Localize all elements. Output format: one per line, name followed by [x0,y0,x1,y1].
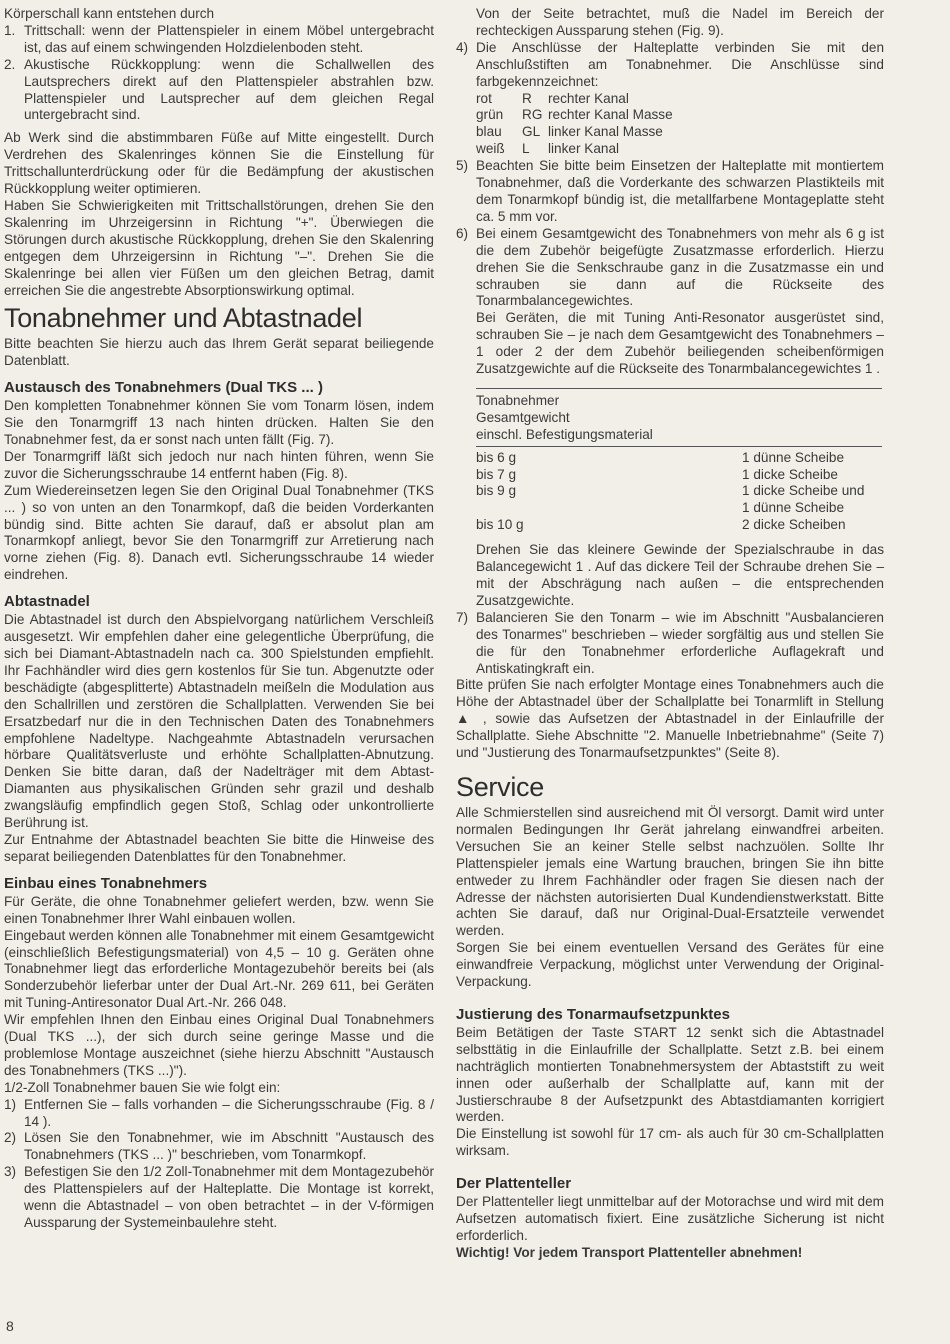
section-title: Tonabnehmer und Abtastnadel [4,303,363,334]
section-intro: Bitte beachten Sie hierzu auch das Ihrem Gerät separat beiliegende Datenblatt. [4,336,434,369]
stylus-heading: Abtastnadel [4,593,90,611]
install-p1: Für Geräte, die ohne Tonabnehmer geliefert werden, bzw. wenn Sie einen Tonabnehmer Ihrer Wahl einbauen wollen. [4,893,434,926]
cause-2: 2. Akustische Rückkopplung: wenn die Schallwellen des Lautsprechers direkt auf den Plattenspieler abstrahlen bzw. Plattenspieler und Lautsprecher auf dem gleichen Regal untergebracht sind. [4,56,434,123]
install-step-1: 1) Entfernen Sie – falls vorhanden – die Sicherungsschraube (Fig. 8 / 14 ). [4,1096,434,1129]
exchange-p1: Den kompletten Tonabnehmer können Sie vom Tonarm lösen, indem Sie den Tonarmgriff 13 nach hinten drücken. Halten Sie den Tonabnehmer fest, da er sonst nach unten fällt (Fig. 7). [4,398,434,448]
left-column [4,6,434,1232]
code-row: weiß L linker Kanal [476,141,620,157]
install-step-6: 6) Bei einem Gesamtgewicht des Tonabnehmers von mehr als 6 g ist die dem Zubehör beigefügte Zusatzmasse erforderlich. Hierzu drehen Sie die Senkschraube ganz in die Zusatzmasse ein und schrauben sie dann auf die Rückseite des Tonarmbalancegewichtes. Bei Geräten, die mit Tuning Anti-Resonator ausgerüstet sind, schrauben Sie – je nach dem Gesamtgewicht des Tonabnehmers – 1 oder 2 der dem Zubehör beiliegenden scheibenförmigen Zusatzgewichte auf die Rückseite des Tonarmbalancegewichtes 1 . [456,225,884,377]
adjust-p2: Die Einstellung ist sowohl für 17 cm- als auch für 30 cm-Schallplatten wirksam. [456,1126,884,1159]
exchange-p2: Der Tonarmgriff läßt sich jedoch nur nach hinten führen, wenn Sie zuvor die Sicherungsschraube 14 entfernt haben (Fig. 8). [4,448,434,481]
install-p4: 1/2-Zoll Tonabnehmer bauen Sie wie folgt ein: [4,1079,281,1095]
exchange-p3: Zum Wiedereinsetzen legen Sie den Original Dual Tonabnehmer (TKS ... ) so von unten an den Tonarmkopf, daß die beiden Vorderkanten bündig sind. Bitte achten Sie darauf, daß er absolut plan am Tonarmkopf anliegt, bevor Sie den Tonarmgriff zur Arretierung nach vorne ziehen (Fig. 8). Danach evtl. Sicherungsschraube 14 wieder eindrehen. [4,482,434,583]
table-row: bis 10 g 2 dicke Scheiben [476,517,846,533]
table-row: bis 7 g 1 dicke Scheibe [476,466,838,482]
cause-1: 1. Trittschall: wenn der Plattenspieler in einem Möbel untergebracht ist, das auf einem schwingenden Holzdielenboden steht. [4,22,434,55]
install-p2: Eingebaut werden können alle Tonabnehmer mit einem Gesamtgewicht (einschließlich Befestigungsmaterial) von 4,5 – 10 g. Geräten ohne Tonabnehmer liegt das erforderliche Montagezubehör bereits bei (als Sonderzubehör lieferbar unter der Dual Art.-Nr. 269 611, bei Geräten mit Tuning-Antiresonator Dual Art.-Nr. 266 048. [4,927,434,1011]
weight-table [476,388,882,534]
code-row: grün RG rechter Kanal Masse [476,107,673,123]
color-codes [476,91,884,159]
adjust-p1: Beim Betätigen der Taste START 12 senkt sich die Abtastnadel selbsttätig in die Einlaufrille der Schallplatte. Setzt z.B. bei einem nachträglich montierten Tonabnehmersystem der Abtaststift zu weit innen oder außerhalb der Schallplatte auf, kann mit der Justierschraube 8 der Aufsetzpunkt des Abtastdiamanten korrigiert werden. [456,1024,884,1125]
stylus-p1: Die Abtastnadel ist durch den Abspielvorgang natürlichem Verschleiß ausgesetzt. Wir empfehlen daher eine gelegentliche Überprüfung, die sich bei Diamant-Abtastnadeln nach ca. 300 Spielstunden empfiehlt. Ihr Fachhändler wird dies gern kostenlos für Sie tun. Abgenutzte oder beschädigte (abgesplitterte) Abtastnadeln meißeln die Modulation aus den Schallrillen und zerstören die Schallplatten. Verwenden Sie bei Ersatzbedarf nur die in den Technischen Daten des Tonabnehmers empfohlene Nadeltype. Nachgeahmte Abtastnadeln verursachen hörbare Qualitätsverluste und erhöhte Schallplatten-Abnutzung. Denken Sie bitte daran, daß der Nadelträger mit dem Abtast-Diamanten aus physikalischen Gründen sehr grazil und deshalb zwangsläufig empfindlich gegen Stoß, Schlag oder unkontrollierte Berührung ist. [4,612,434,831]
after-table-paragraph: Drehen Sie das kleinere Gewinde der Spezialschraube in das Balancegewicht 1 . Auf das dickere Teil der Schraube drehen Sie – mit der Abschrägung nach außen – die entsprechenden Zusatzgewichte. [476,542,884,608]
adjust-heading: Justierung des Tonarmaufsetzpunktes [456,1005,730,1023]
install-step-4: 4) Die Anschlüsse der Halteplatte verbinden Sie mit den Anschlußstiften am Tonabnehmer. Die Anschlüsse sind farbgekennzeichnet: [456,39,884,89]
exchange-heading: Austausch des Tonabnehmers (Dual TKS ... ) [4,379,323,397]
table-row: 1 dünne Scheibe [742,500,845,516]
install-heading: Einbau eines Tonabnehmers [4,874,208,892]
stylus-p2: Zur Entnahme der Abtastnadel beachten Sie bitte die Hinweise des separat beiliegenden Datenblattes für den Tonabnehmer. [4,831,434,864]
intro-text: Körperschall kann entstehen durch [4,6,215,21]
table-row: bis 9 g 1 dicke Scheibe und [476,483,865,499]
continued-paragraph: Von der Seite betrachtet, muß die Nadel im Bereich der rechteckigen Aussparung stehen (Fig. 9). [476,6,884,38]
install-step-2: 2) Lösen Sie den Tonabnehmer, wie im Abschnitt "Austausch des Tonabnehmers (TKS ... )" beschrieben, vom Tonarmkopf. [4,1130,434,1163]
platter-heading: Der Plattenteller [456,1175,572,1193]
check-paragraph: Bitte prüfen Sie nach erfolgter Montage eines Tonabnehmers auch die Höhe der Abtastnadel über der Schallplatte bei Tonarmlift in Stellung ▲ , sowie das Aufsetzen der Abtastnadel in der Einlaufrille der Schallplatte. Siehe Abschnitte "2. Manuelle Inbetriebnahme" (Seite 7) und "Justierung des Tonarmaufsetzpunktes" (Seite 8). [456,677,884,761]
code-row: blau GL linker Kanal Masse [476,124,663,140]
table-row: bis 6 g 1 dünne Scheibe [476,449,845,465]
right-column [456,6,884,1262]
page-number: 8 [6,1318,14,1334]
trouble-paragraph: Haben Sie Schwierigkeiten mit Trittschallstörungen, drehen Sie den Skalenring im Uhrzeigersinn in Richtung "+". Überwiegen die Störungen durch akustische Rückkopplung, drehen Sie den Skalenring entgegen dem Uhrzeigersinn in Richtung "–". Drehen Sie die Skalenringe bei allen vier Füßen um den gleichen Betrag, damit erreichen Sie die angestrebte Absorptionswirkung optimal. [4,197,434,298]
service-p2: Sorgen Sie bei einem eventuellen Versand des Gerätes für eine einwandfreie Verpackung, möglichst unter Verwendung der Original-Verpackung. [456,940,884,990]
service-title: Service [456,771,544,802]
platter-paragraph: Der Plattenteller liegt unmittelbar auf der Motorachse und wird mit dem Aufsetzen automatisch fixiert. Eine zusätzliche Sicherung ist nicht erforderlich. [456,1194,884,1243]
table-header: Tonabnehmer Gesamtgewicht einschl. Befestigungsmaterial [476,388,882,447]
service-p1: Alle Schmierstellen sind ausreichend mit Öl versorgt. Damit wird unter normalen Bedingungen Ihr Gerät jahrelang einwandfrei arbeiten. Versuchen Sie an keiner Stelle selbst nachzuölen. Sollte Ihr Plattenspieler jemals eine Wartung brauchen, bringen Sie ihn bitte entweder zu Ihrem Fachhändler oder fragen Sie diesen nach der Adresse der nächsten autorisierten Dual Kundendienstwerkstatt. Bitte achten Sie darauf, daß nur Original-Dual-Ersatzteile verwendet werden. [456,804,884,939]
install-p3: Wir empfehlen Ihnen den Einbau eines Original Dual Tonabnehmers (Dual TKS ...), der sich durch seine geringe Masse und die problemlose Montage auszeichnet (siehe hierzu Abschnitt "Austausch des Tonabnehmers (TKS ...)"). [4,1012,434,1078]
warning-text: Wichtig! Vor jedem Transport Plattenteller abnehmen! [456,1244,803,1260]
install-step-7: 7) Balancieren Sie den Tonarm – wie im Abschnitt "Ausbalancieren des Tonarmes" beschrieben – wieder sorgfältig aus und stellen Sie die für den Tonabnehmer erforderliche Auflagekraft und Antiskatingkraft ein. [456,609,884,676]
install-step-3: 3) Befestigen Sie den 1/2 Zoll-Tonabnehmer mit dem Montagezubehör des Plattenspielers auf der Halteplatte. Die Montage ist korrekt, wenn die Abtastnadel – von oben betrachtet – in der V-förmigen Aussparung der Systemeinbaulehre steht. [4,1164,434,1230]
install-step-5: 5) Beachten Sie bitte beim Einsetzen der Halteplatte mit montiertem Tonabnehmer, daß die Vorderkante des schwarzen Plastikteils mit dem Tonarmkopf bündig ist, die metallfarbene Montageplatte steht ca. 5 mm vor. [456,158,884,224]
feet-paragraph: Ab Werk sind die abstimmbaren Füße auf Mitte eingestellt. Durch Verdrehen des Skalenringes können Sie die Einstellung für Trittschallunterdrückung oder für die Bedämpfung der akustischen Rückkopplung weiter optimieren. [4,130,434,197]
code-row: rot R rechter Kanal [476,90,629,106]
